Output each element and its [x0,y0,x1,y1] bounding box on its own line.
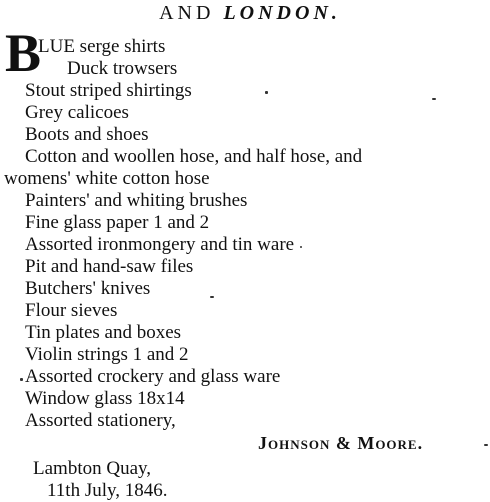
advert-line: Window glass 18x14 [25,388,185,409]
advert-line: Duck trowsers [67,58,178,79]
advert-place: Lambton Quay, [33,458,152,479]
advert-line: Butchers' knives [25,278,151,299]
advert-line: Painters' and whiting brushes [25,190,248,211]
advert-date: 11th July, 1846. [47,480,168,501]
advert-line: Grey calicoes [25,102,129,123]
advert-line: Tin plates and boxes [25,322,182,343]
advert-line: Pit and hand-saw files [25,256,194,277]
merchant-signature: Johnson & Moore. [258,433,424,453]
drop-cap: B [5,23,42,83]
advert-line: Violin strings 1 and 2 [25,344,189,365]
header-city: LONDON. [223,2,341,24]
print-speck [484,444,488,446]
advert-line: Cotton and woollen hose, and half hose, and [25,146,363,167]
print-speck [265,91,268,94]
print-speck [210,296,214,298]
advert-line: womens' white cotton hose [4,168,210,189]
advert-line-first: LUE serge shirts [38,36,166,57]
advert-line: Flour sieves [25,300,118,321]
advert-line: Assorted ironmongery and tin ware [25,234,295,255]
print-speck [20,378,23,381]
advert-line: Fine glass paper 1 and 2 [25,212,210,233]
page-header [0,2,490,24]
advert-line: Assorted crockery and glass ware [25,366,281,387]
advert-line: Stout striped shirtings [25,80,192,101]
header-and: AND [159,2,215,24]
advert-line: Assorted stationery, [25,410,176,431]
print-speck [300,246,302,248]
advert-line: Boots and shoes [25,124,149,145]
print-speck [432,98,436,100]
